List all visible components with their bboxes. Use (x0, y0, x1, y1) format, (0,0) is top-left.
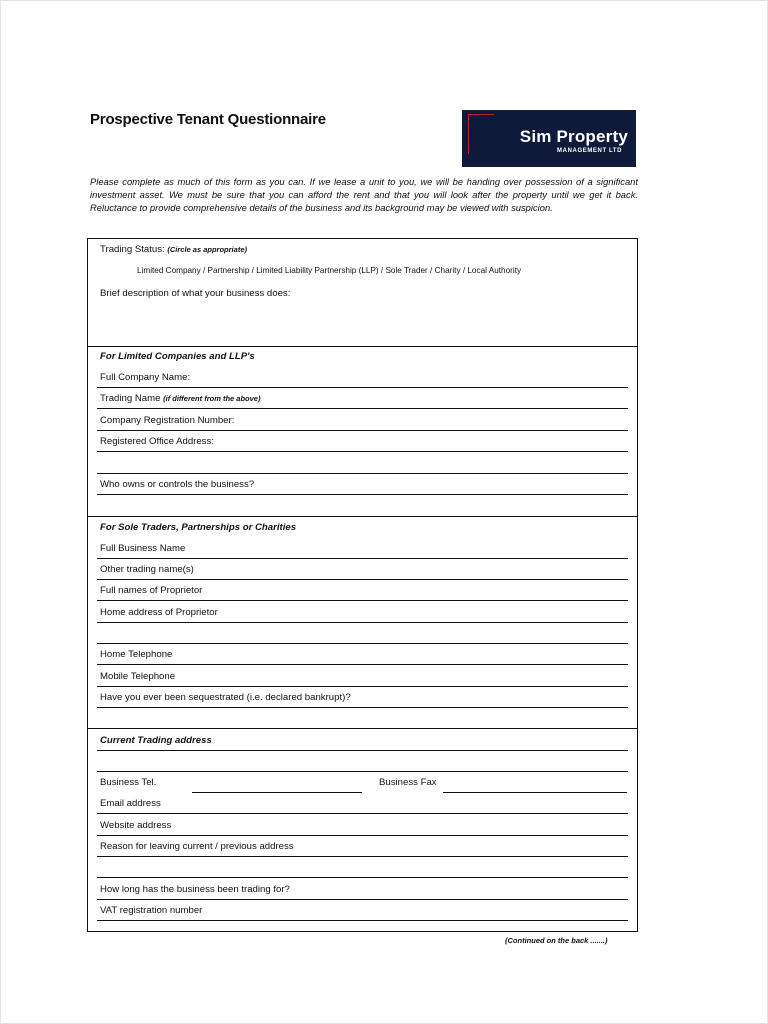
other-trading-names-line[interactable] (97, 579, 628, 580)
home-telephone-label: Home Telephone (100, 649, 173, 660)
registered-office-line-2[interactable] (97, 473, 628, 474)
company-logo (462, 110, 636, 167)
business-owner-label: Who owns or controls the business? (100, 479, 255, 490)
trading-status-note: (Circle as appropriate) (167, 245, 247, 254)
questionnaire-form (87, 238, 638, 932)
email-address-line[interactable] (97, 813, 628, 814)
continued-note: (Continued on the back .......) (505, 936, 608, 945)
sole-trader-section-heading: For Sole Traders, Partnerships or Charities (100, 522, 297, 533)
sequestrated-label: Have you ever been sequestrated (i.e. declared bankrupt)? (100, 692, 351, 703)
full-company-name-line[interactable] (97, 387, 628, 388)
business-tel-label: Business Tel. (100, 777, 157, 788)
website-address-label: Website address (100, 820, 172, 831)
proprietor-address-line-1[interactable] (97, 622, 628, 623)
company-registration-line[interactable] (97, 430, 628, 431)
trading-name-row (100, 393, 260, 404)
limited-section-heading: For Limited Companies and LLP's (100, 351, 255, 362)
trading-duration-label: How long has the business been trading for? (100, 884, 290, 895)
business-tel-line[interactable] (192, 792, 362, 793)
logo-name: Sim Property (519, 127, 628, 146)
registered-office-label: Registered Office Address: (100, 436, 214, 447)
website-address-line[interactable] (97, 835, 628, 836)
leaving-reason-label: Reason for leaving current / previous address (100, 841, 294, 852)
trading-status-row (100, 244, 247, 255)
current-address-line-1[interactable] (97, 750, 628, 751)
leaving-reason-line-2[interactable] (97, 877, 628, 878)
page-title: Prospective Tenant Questionnaire (90, 111, 326, 128)
proprietor-address-label: Home address of Proprietor (100, 607, 218, 618)
full-company-name-label: Full Company Name: (100, 372, 191, 383)
current-address-section-heading: Current Trading address (100, 735, 212, 746)
trading-name-label: Trading Name (100, 393, 161, 404)
business-fax-label: Business Fax (379, 777, 437, 788)
vat-number-line[interactable] (97, 920, 628, 921)
business-owner-line[interactable] (97, 494, 628, 495)
trading-status-label: Trading Status: (100, 244, 165, 255)
full-business-name-label: Full Business Name (100, 543, 186, 554)
business-fax-line[interactable] (443, 792, 627, 793)
sequestrated-line[interactable] (97, 707, 628, 708)
trading-name-line[interactable] (97, 408, 628, 409)
registered-office-line-1[interactable] (97, 451, 628, 452)
intro-paragraph: Please complete as much of this form as you can. If we lease a unit to you, we will be handing over possession of a significant investment asset. We must be sure that you can afford the rent and that you will look after the property until we get it back. Reluctance to provide comprehensive details of the business and its background may be viewed with suspicion. (90, 176, 638, 213)
company-registration-label: Company Registration Number: (100, 415, 235, 426)
trading-status-options[interactable]: Limited Company / Partnership / Limited Liability Partnership (LLP) / Sole Trader / Charity / Local Authority (137, 266, 522, 275)
trading-name-note: (if different from the above) (163, 394, 261, 403)
section-divider-3 (88, 728, 637, 729)
home-telephone-line[interactable] (97, 664, 628, 665)
proprietor-names-line[interactable] (97, 600, 628, 601)
other-trading-names-label: Other trading name(s) (100, 564, 194, 575)
logo-accent-horizontal (468, 114, 494, 115)
logo-subtitle: MANAGEMENT LTD (557, 148, 622, 154)
mobile-telephone-label: Mobile Telephone (100, 671, 176, 682)
full-business-name-line[interactable] (97, 558, 628, 559)
mobile-telephone-line[interactable] (97, 686, 628, 687)
proprietor-names-label: Full names of Proprietor (100, 585, 203, 596)
current-address-line-2[interactable] (97, 771, 628, 772)
trading-duration-line[interactable] (97, 899, 628, 900)
vat-number-label: VAT registration number (100, 905, 203, 916)
email-address-label: Email address (100, 798, 161, 809)
leaving-reason-line-1[interactable] (97, 856, 628, 857)
proprietor-address-line-2[interactable] (97, 643, 628, 644)
section-divider-1 (88, 346, 637, 347)
business-description-label: Brief description of what your business does: (100, 288, 291, 299)
section-divider-2 (88, 516, 637, 517)
